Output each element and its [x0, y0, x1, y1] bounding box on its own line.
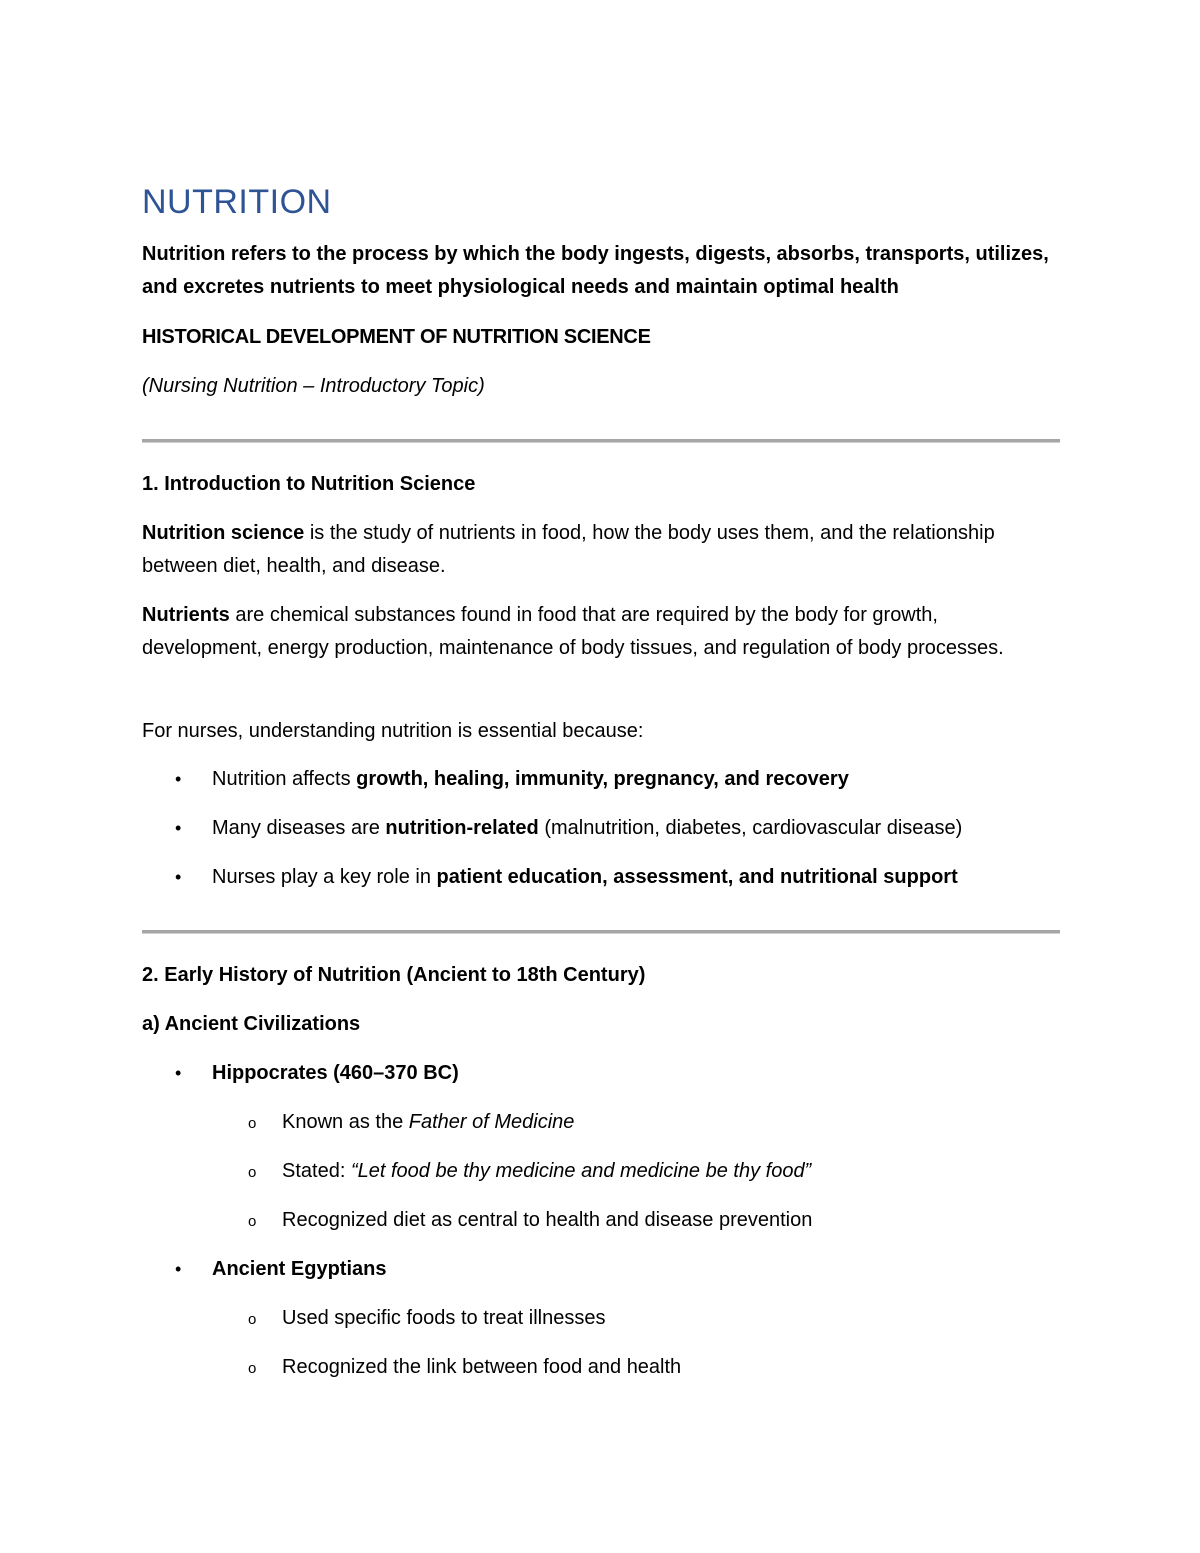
- nutrition-definition: Nutrition refers to the process by which the body ingests, digests, absorbs, transports, utilizes, and excretes nutrients to meet physiological needs and maintain optimal health: [142, 243, 1049, 298]
- document-page: [142, 0, 1060, 1553]
- circle-bullet-icon: o: [248, 1213, 257, 1230]
- paragraph-text: is the study of nutrients in food, how the body uses them, and the relationship between diet, health, and disease.: [142, 522, 995, 577]
- circle-bullet-icon: o: [248, 1360, 257, 1377]
- sub-list-item-text: Recognized diet as central to health and disease prevention: [282, 1209, 813, 1231]
- circle-bullet-icon: o: [248, 1311, 257, 1328]
- document-title: NUTRITION: [142, 183, 332, 221]
- sub-list-item-text: Stated: “Let food be thy medicine and medicine be thy food”: [282, 1160, 812, 1182]
- historical-heading: HISTORICAL DEVELOPMENT OF NUTRITION SCIENCE: [142, 326, 651, 348]
- bullet-icon: •: [175, 1259, 182, 1279]
- nurses-intro-paragraph: For nurses, understanding nutrition is essential because:: [142, 720, 644, 742]
- section-2-heading: 2. Early History of Nutrition (Ancient to 18th Century): [142, 964, 646, 986]
- list-item-label: Hippocrates (460–370 BC): [212, 1062, 459, 1084]
- list-item-text: Nurses play a key role in patient education, assessment, and nutritional support: [212, 866, 958, 888]
- horizontal-rule: [142, 930, 1060, 934]
- horizontal-rule: [142, 439, 1060, 443]
- subtitle: (Nursing Nutrition – Introductory Topic): [142, 375, 485, 397]
- list-item-text: Many diseases are nutrition-related (malnutrition, diabetes, cardiovascular disease): [212, 817, 963, 839]
- circle-bullet-icon: o: [248, 1164, 257, 1181]
- sub-list-item-text: Recognized the link between food and health: [282, 1356, 682, 1378]
- term-nutrients: Nutrients: [142, 604, 230, 626]
- sub-list-item-text: Known as the Father of Medicine: [282, 1111, 575, 1133]
- sub-list-item-text: Used specific foods to treat illnesses: [282, 1307, 606, 1329]
- term-nutrition-science: Nutrition science: [142, 522, 305, 544]
- nutrients-paragraph: [142, 599, 1060, 665]
- bullet-icon: •: [175, 818, 182, 838]
- section-1-heading: 1. Introduction to Nutrition Science: [142, 473, 476, 495]
- list-item-label: Ancient Egyptians: [212, 1258, 387, 1280]
- paragraph-text: are chemical substances found in food that are required by the body for growth, development, energy production, maintenance of body tissues, and regulation of body processes.: [142, 604, 1004, 659]
- subsection-heading: a) Ancient Civilizations: [142, 1013, 361, 1035]
- list-item-text: Nutrition affects growth, healing, immunity, pregnancy, and recovery: [212, 768, 849, 790]
- nutrition-science-paragraph: [142, 517, 1060, 583]
- bullet-icon: •: [175, 867, 182, 887]
- bullet-icon: •: [175, 1063, 182, 1083]
- circle-bullet-icon: o: [248, 1115, 257, 1132]
- bullet-icon: •: [175, 769, 182, 789]
